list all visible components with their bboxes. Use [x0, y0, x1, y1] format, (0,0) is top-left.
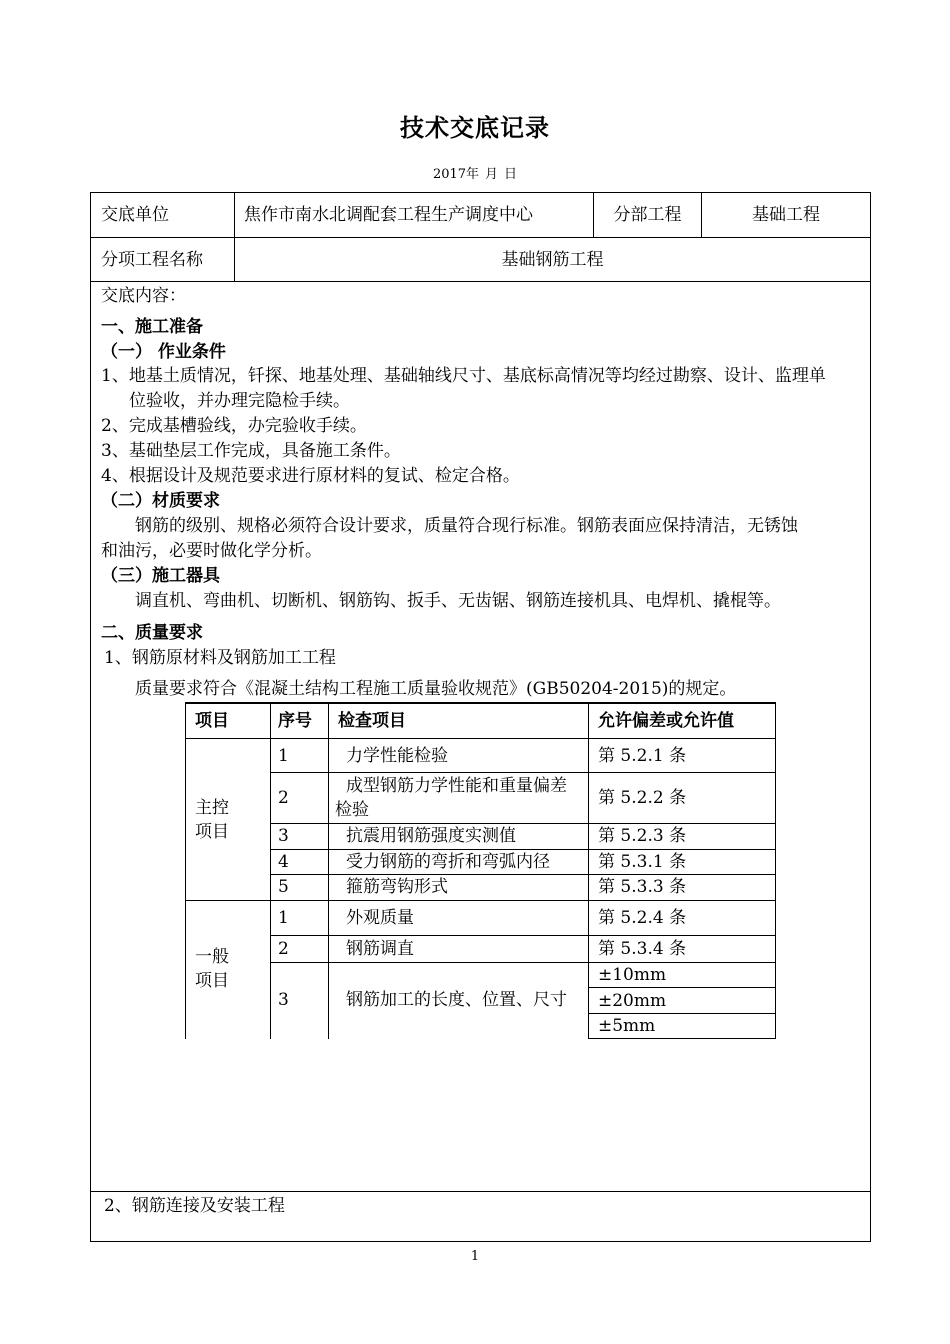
table-row-value: 第 5.2.4 条: [598, 908, 687, 928]
col-header-item: 检查项目: [338, 711, 406, 731]
section-value: 基础工程: [752, 205, 820, 225]
col-header-tolerance: 允许偏差或允许值: [598, 711, 734, 731]
table-row-value: 第 5.2.2 条: [598, 788, 687, 808]
section-label: 分部工程: [613, 205, 682, 225]
heading-quality: 二、质量要求: [101, 623, 203, 643]
page-number: 1: [470, 1249, 480, 1264]
date-year: 2017年: [432, 167, 480, 182]
condition-item-1: 1、地基土质情况，钎探、地基处理、基础轴线尺寸、基底标高情况等均经过勘察、设计、监理单: [101, 366, 826, 386]
content-intro: 交底内容：: [101, 286, 186, 306]
col-header-number: 序号: [278, 711, 312, 731]
table-row-item: 钢筋调直: [346, 939, 414, 959]
table-row-no: 2: [278, 939, 289, 959]
subproject-value: 基础钢筋工程: [501, 250, 604, 270]
heading-work-conditions: （一） 作业条件: [101, 342, 226, 362]
date-day: 日: [504, 167, 518, 182]
table-row-item: 力学性能检验: [346, 746, 448, 766]
table-row-no: 3: [278, 826, 289, 846]
table-row-item: 受力钢筋的弯折和弯弧内径: [346, 852, 550, 872]
table-row-item: 抗震用钢筋强度实测值: [346, 826, 516, 846]
table-row-value: ±5mm: [598, 1016, 656, 1036]
table-row-no: 2: [278, 788, 289, 808]
heading-material: （二）材质要求: [101, 491, 220, 511]
table-row-no: 4: [278, 852, 289, 872]
heading-tools: （三）施工器具: [101, 566, 220, 586]
quality-item-1-desc: 质量要求符合《混凝土结构工程施工质量验收规范》(GB50204-2015)的规定。: [135, 679, 737, 699]
unit-value: 焦作市南水北调配套工程生产调度中心: [244, 205, 533, 225]
table-row-value: 第 5.3.3 条: [598, 877, 687, 897]
subproject-label: 分项工程名称: [101, 250, 203, 270]
quality-item-2: 2、钢筋连接及安装工程: [104, 1196, 285, 1216]
condition-item-2: 2、完成基槽验线，办完验收手续。: [101, 416, 367, 436]
document-title: 技术交底记录: [400, 113, 550, 142]
table-row-item: 钢筋加工的长度、位置、尺寸: [346, 990, 567, 1010]
condition-item-3: 3、基础垫层工作完成，具备施工条件。: [101, 441, 401, 461]
table-row-item: 成型钢筋力学性能和重量偏差检验: [335, 776, 567, 820]
quality-inspection-table: [185, 702, 776, 1039]
table-row-no: 1: [278, 746, 289, 766]
table-row-value: ±10mm: [598, 965, 667, 985]
material-text-2: 和油污，必要时做化学分析。: [101, 541, 322, 561]
table-row-value: 第 5.3.1 条: [598, 852, 687, 872]
table-row-value: ±20mm: [598, 991, 667, 1011]
quality-item-1: 1、钢筋原材料及钢筋加工工程: [104, 648, 336, 668]
group-general: 一般 项目: [195, 947, 229, 991]
tools-text: 调直机、弯曲机、切断机、钢筋钩、扳手、无齿锯、钢筋连接机具、电焊机、撬棍等。: [135, 591, 781, 611]
table-row-value: 第 5.3.4 条: [598, 939, 687, 959]
document-date: [0, 163, 950, 182]
table-row-item: 外观质量: [346, 908, 414, 928]
table-row-no: 3: [278, 990, 289, 1010]
unit-label: 交底单位: [101, 205, 169, 225]
heading-preparation: 一、施工准备: [101, 317, 203, 337]
table-row-no: 5: [278, 877, 289, 897]
col-header-category: 项目: [195, 711, 229, 731]
table-row-value: 第 5.2.1 条: [598, 746, 687, 766]
material-text-1: 钢筋的级别、规格必须符合设计要求，质量符合现行标准。钢筋表面应保持清洁，无锈蚀: [135, 516, 798, 536]
group-main-control: 主控 项目: [195, 798, 229, 842]
table-row-value: 第 5.2.3 条: [598, 826, 687, 846]
condition-item-1-cont: 位验收，并办理完隐检手续。: [129, 391, 350, 411]
date-month: 月: [485, 167, 499, 182]
condition-item-4: 4、根据设计及规范要求进行原材料的复试、检定合格。: [101, 466, 520, 486]
table-row-item: 箍筋弯钩形式: [346, 877, 448, 897]
table-row-no: 1: [278, 908, 289, 928]
